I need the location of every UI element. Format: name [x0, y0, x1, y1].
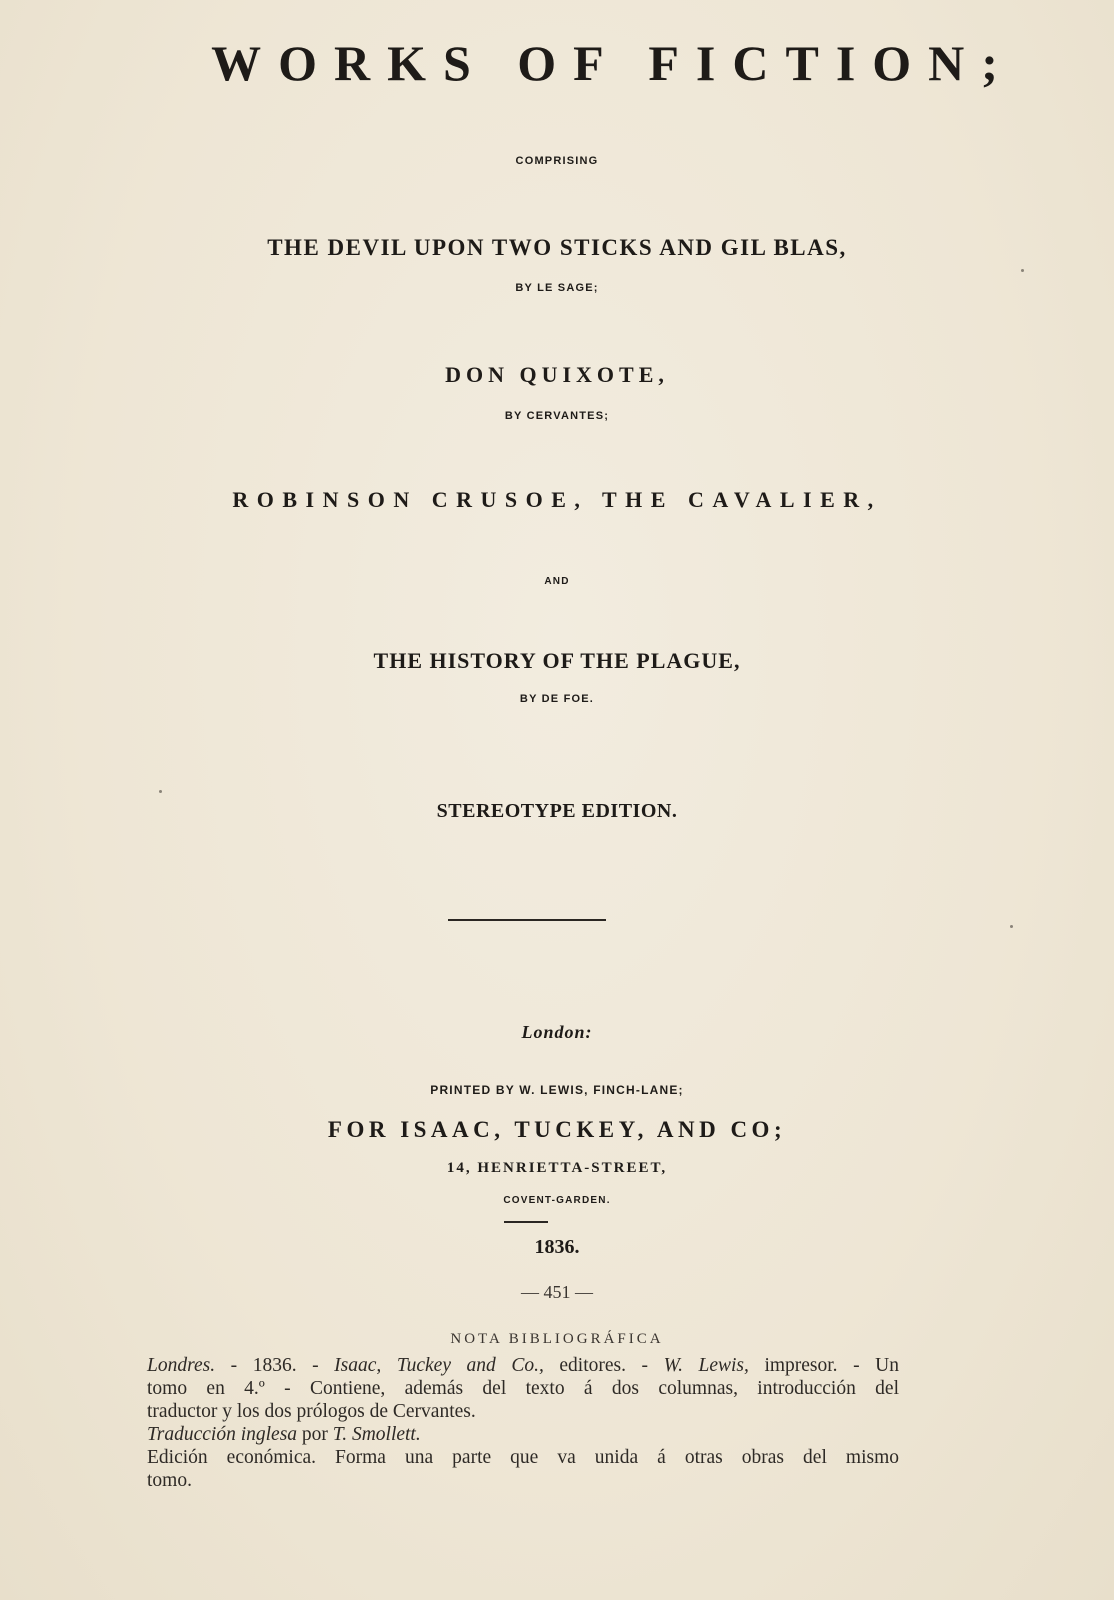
- edition-label: STEREOTYPE EDITION.: [436, 800, 678, 822]
- imprint-year: 1836.: [534, 1236, 580, 1258]
- page-number: — 451 —: [521, 1282, 593, 1302]
- note-printer: W. Lewis,: [663, 1355, 749, 1376]
- year-rule: [504, 1221, 548, 1223]
- and-label: AND: [544, 576, 570, 587]
- work-history-of-the-plague: THE HISTORY OF THE PLAGUE,: [373, 648, 741, 673]
- work-robinson-crusoe: ROBINSON CRUSOE, THE CAVALIER,: [232, 487, 882, 512]
- note-text-segment: editores. -: [543, 1355, 664, 1376]
- note-line-2: tomo en 4.º - Contiene, además del texto á dos columnas, introducción del: [147, 1378, 899, 1399]
- author-le-sage: BY LE SAGE;: [515, 282, 599, 294]
- note-line-3: traductor y los dos prólogos de Cervantes.: [147, 1401, 476, 1422]
- comprising-label: COMPRISING: [515, 155, 599, 167]
- divider-rule: [448, 919, 606, 921]
- note-text-segment: por: [297, 1424, 333, 1445]
- imprint-city: London:: [521, 1022, 593, 1042]
- imprint-address-district: COVENT-GARDEN.: [503, 1195, 611, 1206]
- paper-speck: [1021, 269, 1024, 272]
- note-line-5: Edición económica. Forma una parte que va unida á otras obras del mismo: [147, 1447, 899, 1468]
- note-heading: NOTA BIBLIOGRÁFICA: [450, 1331, 664, 1347]
- note-line-4: [147, 1423, 899, 1446]
- note-line-1: [147, 1354, 899, 1377]
- imprint-printer: PRINTED BY W. LEWIS, FINCH-LANE;: [430, 1083, 684, 1097]
- paper-speck: [159, 790, 162, 793]
- note-line-6: tomo.: [147, 1470, 192, 1491]
- imprint-publisher: FOR ISAAC, TUCKEY, AND CO;: [327, 1117, 787, 1142]
- note-place: Londres.: [147, 1355, 216, 1376]
- bibliographic-note: [147, 1354, 899, 1492]
- note-text-segment: - 1836. -: [215, 1355, 335, 1376]
- note-translator: T. Smollett.: [332, 1424, 421, 1445]
- work-don-quixote: DON QUIXOTE,: [445, 362, 669, 387]
- note-text-segment: impresor. - Un: [748, 1355, 899, 1376]
- work-devil-upon-two-sticks: THE DEVIL UPON TWO STICKS AND GIL BLAS,: [267, 235, 847, 260]
- imprint-address-street: 14, HENRIETTA-STREET,: [446, 1160, 668, 1176]
- note-publishers: Isaac, Tuckey and Co.,: [334, 1355, 544, 1376]
- paper-speck: [1010, 925, 1013, 928]
- note-translation: Traducción inglesa: [147, 1424, 298, 1445]
- author-cervantes: BY CERVANTES;: [504, 410, 610, 422]
- author-de-foe: BY DE FOE.: [519, 693, 595, 705]
- main-title: WORKS OF FICTION;: [211, 35, 1015, 91]
